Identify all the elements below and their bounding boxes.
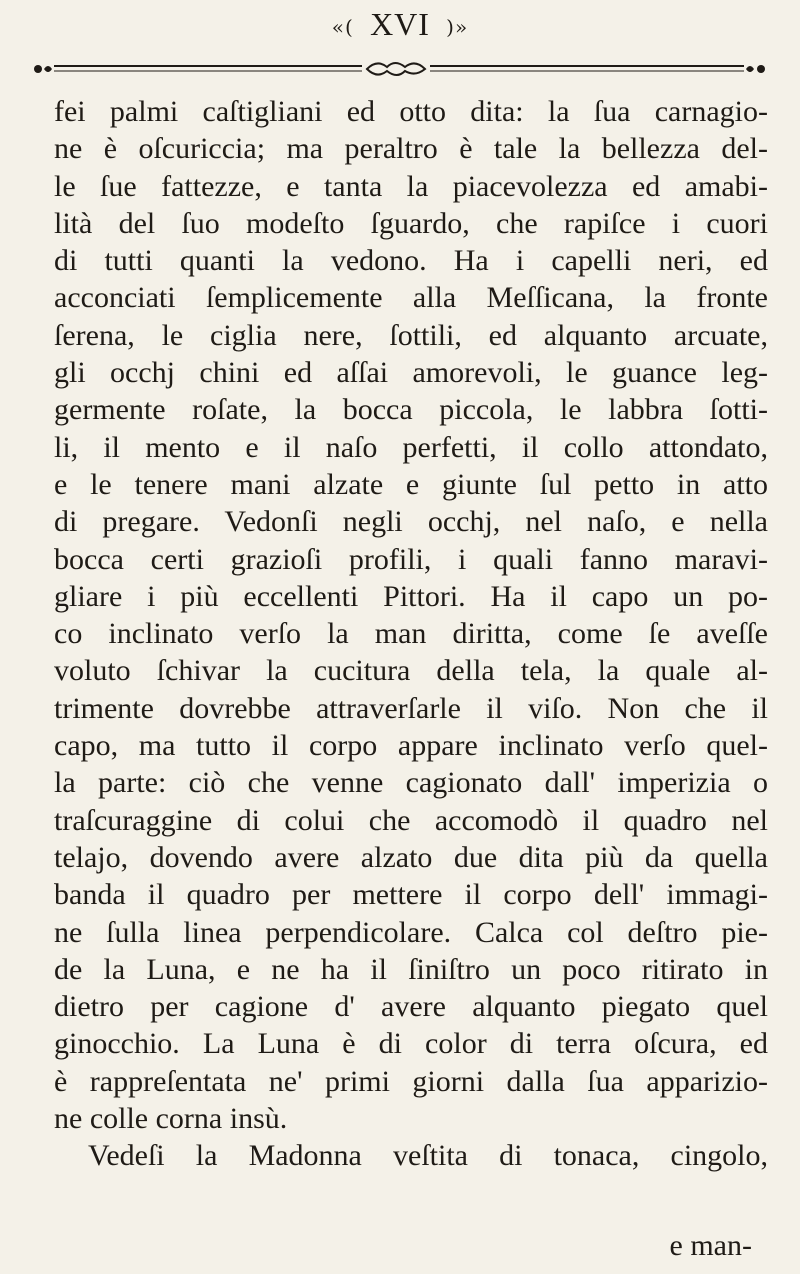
text-line: le ſue fattezze, e tanta la piacevolezza ed amabi- <box>54 169 768 203</box>
right-ornament-icon: )» <box>446 15 469 39</box>
text-line: la parte: ciò che venne cagionato dall' imperizia o <box>54 766 768 800</box>
text-line: e le tenere mani alzate e giunte ſul petto in atto <box>54 467 768 501</box>
text-line: voluto ſchivar la cucitura della tela, la quale al- <box>54 654 768 688</box>
text-line: traſcuraggine di colui che accomodò il quadro nel <box>54 803 768 837</box>
text-line: de la Luna, e ne ha il ſiniſtro un poco ritirato in <box>54 952 768 986</box>
text-line: di pregare. Vedonſi negli occhj, nel naſo, e nella <box>54 505 768 539</box>
text-line: fei palmi caſtigliani ed otto dita: la ſua carnagio- <box>54 95 768 128</box>
text-line-last: ne colle corna insù. <box>54 1102 288 1136</box>
catchword: e man- <box>669 1229 752 1262</box>
running-header <box>0 6 800 45</box>
text-line: germente roſate, la bocca piccola, le labbra ſotti- <box>54 393 768 427</box>
decorative-rule-icon <box>32 58 767 80</box>
text-line: di tutti quanti la vedono. Ha i capelli neri, ed <box>54 244 768 278</box>
text-line: bocca certi grazioſi profili, i quali fanno maravi- <box>54 542 768 576</box>
text-line: lità del ſuo modeſto ſguardo, che rapiſce i cuori <box>54 206 768 240</box>
text-line: acconciati ſemplicemente alla Meſſicana, la fronte <box>54 281 768 315</box>
text-line: ne è oſcuriccia; ma peraltro è tale la bellezza del- <box>54 132 768 166</box>
text-line: capo, ma tutto il corpo appare inclinato verſo quel- <box>54 729 768 763</box>
text-line: gli occhj chini ed aſſai amorevoli, le guance leg- <box>54 356 768 390</box>
text-line: telajo, dovendo avere alzato due dita più da quella <box>54 840 768 874</box>
text-line: dietro per cagione d' avere alquanto piegato quel <box>54 990 768 1024</box>
text-line: trimente dovrebbe attraverſarle il viſo. Non che il <box>54 691 768 725</box>
body-text <box>54 93 768 1175</box>
left-ornament-icon: «( <box>331 15 354 39</box>
paragraph-2-first-line: Vedeſi la Madonna veſtita di tonaca, cingolo, <box>88 1139 768 1173</box>
text-line: è rappreſentata ne' primi giorni dalla ſua apparizio- <box>54 1064 768 1098</box>
text-line: ne ſulla linea perpendicolare. Calca col deſtro pie- <box>54 915 768 949</box>
text-line: ginocchio. La Luna è di color di terra oſcura, ed <box>54 1027 768 1061</box>
text-line: co inclinato verſo la man diritta, come ſe aveſſe <box>54 617 768 651</box>
page-number: XVI <box>370 6 430 42</box>
text-line: li, il mento e il naſo perfetti, il collo attondato, <box>54 430 768 464</box>
text-line: gliare i più eccellenti Pittori. Ha il capo un po- <box>54 579 768 613</box>
text-line: ſerena, le ciglia nere, ſottili, ed alquanto arcuate, <box>54 318 768 352</box>
text-line: banda il quadro per mettere il corpo dell' immagi- <box>54 878 768 912</box>
